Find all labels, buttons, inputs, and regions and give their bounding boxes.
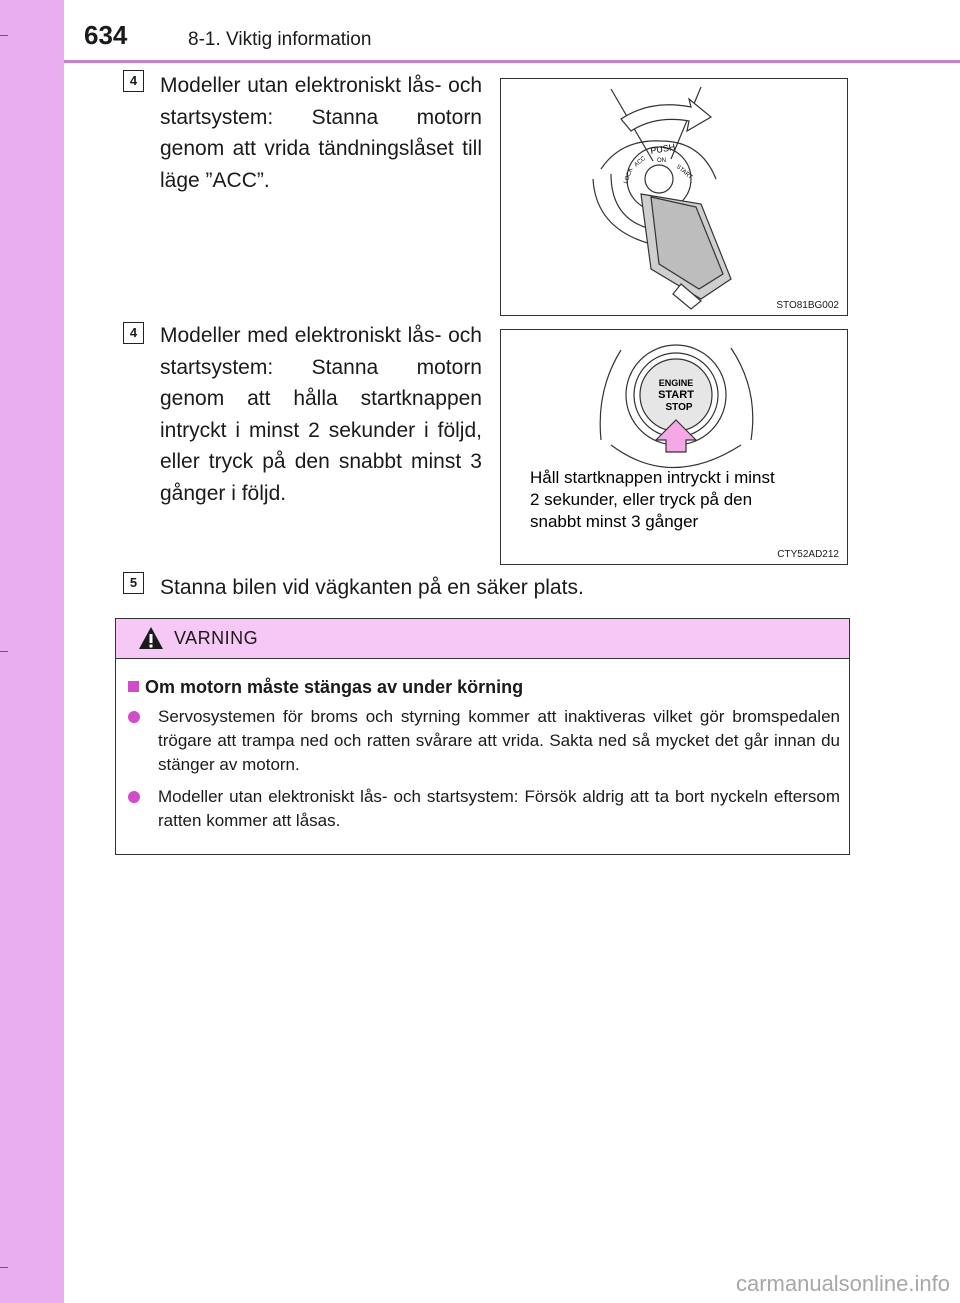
start-label: START	[658, 389, 694, 401]
warning-bullet: Modeller utan elektroniskt lås- och startsystem: Försök aldrig att ta bort nyckeln eftersom ratten kommer att låsas.	[128, 785, 840, 833]
on-label: ON	[657, 158, 666, 164]
lock-label: LOCK	[623, 167, 635, 185]
bullet-dot-icon	[128, 711, 140, 723]
ignition-key-figure	[500, 78, 848, 316]
step-text: Modeller utan elektroniskt lås- och startsystem: Stanna motorn genom att vrida tändningslåset till läge ”ACC”.	[160, 74, 482, 192]
figure-code: CTY52AD212	[777, 549, 839, 560]
warning-header	[116, 619, 849, 659]
section-title: 8-1. Viktig information	[188, 29, 372, 50]
figure-code: STO81BG002	[776, 300, 839, 311]
warning-bullet: Servosystemen för broms och styrning kommer att inaktiveras vilket gör bromspedalen trögare att trampa ned och ratten svårare att vrida. Sakta ned så mycket det går innan du stänger av motorn.	[128, 705, 840, 777]
warning-box	[115, 618, 850, 855]
caption-line: snabbt minst 3 gånger	[530, 512, 699, 531]
ignition-illustration	[501, 79, 847, 315]
watermark: carmanualsonline.info	[735, 1271, 950, 1296]
warning-subheading: Om motorn måste stängas av under körning	[128, 677, 523, 698]
warning-triangle-icon	[138, 626, 164, 650]
step-number-badge: 4	[123, 322, 144, 344]
stop-label: STOP	[665, 402, 693, 413]
crop-mark	[0, 35, 8, 36]
page-side-tab	[0, 0, 64, 1303]
warning-title: VARNING	[174, 628, 259, 648]
step-text: Stanna bilen vid vägkanten på en säker plats.	[160, 576, 584, 599]
engine-label: ENGINE	[658, 378, 694, 388]
start-button-illustration	[501, 330, 847, 564]
caption-line: Håll startknappen intryckt i minst	[530, 468, 775, 487]
square-bullet-icon	[128, 681, 139, 692]
caption-line: 2 sekunder, eller tryck på den	[530, 490, 753, 509]
crop-mark	[0, 651, 8, 652]
start-button-figure	[500, 329, 848, 565]
bullet-dot-icon	[128, 791, 140, 803]
crop-mark	[0, 1267, 8, 1268]
header-rule	[64, 60, 960, 63]
step-number-badge: 4	[123, 70, 144, 92]
step-text: Modeller med elektroniskt lås- och startsystem: Stanna motorn genom att hålla startknappen intryckt i minst 2 sekunder i följd, eller tryck på den snabbt minst 3 gånger i följd.	[160, 324, 482, 505]
page-number: 634	[84, 20, 128, 50]
push-label: PUSH	[649, 141, 676, 156]
step-number-badge: 5	[123, 572, 144, 594]
start-label: START	[674, 163, 694, 181]
acc-label: ACC	[633, 155, 647, 169]
